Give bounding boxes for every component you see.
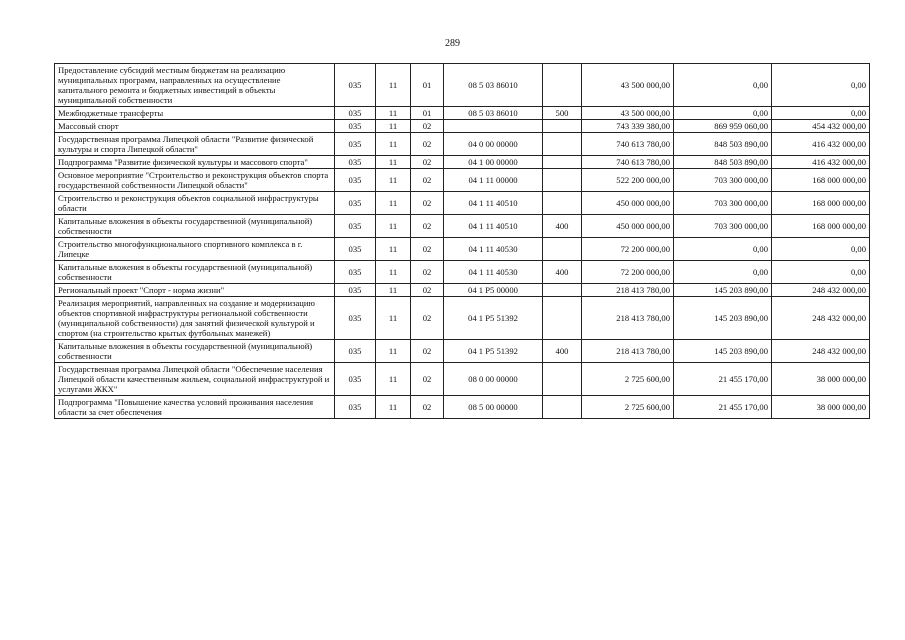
target-article-code: 04 1 11 40510 (444, 215, 543, 238)
expense-type-code: 400 (543, 215, 582, 238)
row-name: Государственная программа Липецкой области "Обеспечение населения Липецкой области качественным жильем, социальной инфраструктурой и услугами ЖКХ" (55, 363, 335, 396)
amount-year-1: 740 613 780,00 (582, 133, 674, 156)
expense-type-code: 500 (543, 107, 582, 120)
expense-type-code (543, 64, 582, 107)
row-name: Подпрограмма "Развитие физической культуры и массового спорта" (55, 156, 335, 169)
table-row (55, 284, 870, 297)
subsection-code: 02 (411, 192, 444, 215)
amount-year-3: 0,00 (772, 261, 870, 284)
target-article-code: 04 1 11 40530 (444, 238, 543, 261)
expense-type-code (543, 238, 582, 261)
admin-code: 035 (335, 261, 376, 284)
amount-year-2: 0,00 (674, 261, 772, 284)
table-row (55, 156, 870, 169)
expense-type-code: 400 (543, 340, 582, 363)
amount-year-1: 522 200 000,00 (582, 169, 674, 192)
amount-year-1: 218 413 780,00 (582, 284, 674, 297)
target-article-code (444, 120, 543, 133)
target-article-code: 08 0 00 00000 (444, 363, 543, 396)
target-article-code: 08 5 03 86010 (444, 64, 543, 107)
table-row (55, 215, 870, 238)
expense-type-code (543, 169, 582, 192)
admin-code: 035 (335, 133, 376, 156)
subsection-code: 02 (411, 169, 444, 192)
table-row (55, 133, 870, 156)
table-row (55, 297, 870, 340)
admin-code: 035 (335, 297, 376, 340)
row-name: Государственная программа Липецкой области "Развитие физической культуры и спорта Липецкой области" (55, 133, 335, 156)
amount-year-3: 0,00 (772, 107, 870, 120)
amount-year-3: 248 432 000,00 (772, 297, 870, 340)
amount-year-3: 416 432 000,00 (772, 133, 870, 156)
section-code: 11 (376, 192, 411, 215)
amount-year-1: 218 413 780,00 (582, 297, 674, 340)
target-article-code: 04 1 00 00000 (444, 156, 543, 169)
subsection-code: 02 (411, 297, 444, 340)
target-article-code: 04 1 P5 51392 (444, 297, 543, 340)
amount-year-2: 869 959 060,00 (674, 120, 772, 133)
section-code: 11 (376, 297, 411, 340)
section-code: 11 (376, 107, 411, 120)
row-name: Предоставление субсидий местным бюджетам на реализацию муниципальных программ, направленных на осуществление капитального ремонта и бюджетных инвестиций в объекты муниципальной собственности (55, 64, 335, 107)
expense-type-code (543, 156, 582, 169)
table-row (55, 64, 870, 107)
table-row (55, 192, 870, 215)
subsection-code: 02 (411, 156, 444, 169)
admin-code: 035 (335, 192, 376, 215)
amount-year-3: 454 432 000,00 (772, 120, 870, 133)
row-name: Строительство и реконструкция объектов социальной инфраструктуры области (55, 192, 335, 215)
section-code: 11 (376, 396, 411, 419)
expense-type-code (543, 192, 582, 215)
expense-type-code (543, 284, 582, 297)
target-article-code: 08 5 03 86010 (444, 107, 543, 120)
section-code: 11 (376, 261, 411, 284)
amount-year-2: 848 503 890,00 (674, 133, 772, 156)
section-code: 11 (376, 64, 411, 107)
amount-year-1: 450 000 000,00 (582, 192, 674, 215)
subsection-code: 02 (411, 284, 444, 297)
table-row (55, 363, 870, 396)
amount-year-1: 72 200 000,00 (582, 238, 674, 261)
amount-year-2: 703 300 000,00 (674, 215, 772, 238)
section-code: 11 (376, 156, 411, 169)
target-article-code: 08 5 00 00000 (444, 396, 543, 419)
amount-year-1: 2 725 600,00 (582, 363, 674, 396)
amount-year-1: 2 725 600,00 (582, 396, 674, 419)
amount-year-3: 168 000 000,00 (772, 192, 870, 215)
section-code: 11 (376, 340, 411, 363)
amount-year-3: 38 000 000,00 (772, 396, 870, 419)
row-name: Строительство многофункционального спортивного комплекса в г. Липецке (55, 238, 335, 261)
admin-code: 035 (335, 238, 376, 261)
subsection-code: 02 (411, 340, 444, 363)
table-row (55, 238, 870, 261)
table-row (55, 261, 870, 284)
admin-code: 035 (335, 215, 376, 238)
amount-year-2: 145 203 890,00 (674, 340, 772, 363)
subsection-code: 02 (411, 133, 444, 156)
subsection-code: 02 (411, 215, 444, 238)
amount-year-2: 145 203 890,00 (674, 297, 772, 340)
amount-year-2: 21 455 170,00 (674, 363, 772, 396)
row-name: Капитальные вложения в объекты государственной (муниципальной) собственности (55, 215, 335, 238)
section-code: 11 (376, 215, 411, 238)
section-code: 11 (376, 238, 411, 261)
amount-year-2: 21 455 170,00 (674, 396, 772, 419)
amount-year-3: 38 000 000,00 (772, 363, 870, 396)
amount-year-2: 703 300 000,00 (674, 169, 772, 192)
amount-year-2: 848 503 890,00 (674, 156, 772, 169)
table-body (55, 64, 870, 419)
section-code: 11 (376, 120, 411, 133)
subsection-code: 02 (411, 238, 444, 261)
expense-type-code (543, 120, 582, 133)
expense-type-code: 400 (543, 261, 582, 284)
target-article-code: 04 0 00 00000 (444, 133, 543, 156)
page-number: 289 (445, 38, 460, 49)
admin-code: 035 (335, 363, 376, 396)
amount-year-3: 248 432 000,00 (772, 284, 870, 297)
table-row (55, 340, 870, 363)
target-article-code: 04 1 11 00000 (444, 169, 543, 192)
row-name: Основное мероприятие "Строительство и реконструкция объектов спорта государственной собственности Липецкой области" (55, 169, 335, 192)
table-row (55, 120, 870, 133)
section-code: 11 (376, 363, 411, 396)
amount-year-1: 43 500 000,00 (582, 64, 674, 107)
expense-type-code (543, 363, 582, 396)
admin-code: 035 (335, 169, 376, 192)
row-name: Реализация мероприятий, направленных на создание и модернизацию объектов спортивной инфраструктуры региональной собственности (муниципальной собственности) для занятий физической культурой и спортом (на строительство крытых футбольных манежей) (55, 297, 335, 340)
admin-code: 035 (335, 340, 376, 363)
amount-year-3: 0,00 (772, 238, 870, 261)
amount-year-1: 743 339 380,00 (582, 120, 674, 133)
amount-year-2: 0,00 (674, 107, 772, 120)
admin-code: 035 (335, 64, 376, 107)
subsection-code: 01 (411, 64, 444, 107)
target-article-code: 04 1 11 40510 (444, 192, 543, 215)
section-code: 11 (376, 133, 411, 156)
budget-table (54, 63, 870, 419)
section-code: 11 (376, 284, 411, 297)
expense-type-code (543, 297, 582, 340)
admin-code: 035 (335, 284, 376, 297)
amount-year-1: 72 200 000,00 (582, 261, 674, 284)
amount-year-1: 450 000 000,00 (582, 215, 674, 238)
amount-year-1: 218 413 780,00 (582, 340, 674, 363)
admin-code: 035 (335, 396, 376, 419)
amount-year-2: 145 203 890,00 (674, 284, 772, 297)
amount-year-3: 0,00 (772, 64, 870, 107)
table-row (55, 107, 870, 120)
subsection-code: 02 (411, 120, 444, 133)
row-name: Массовый спорт (55, 120, 335, 133)
table-row (55, 396, 870, 419)
row-name: Капитальные вложения в объекты государственной (муниципальной) собственности (55, 340, 335, 363)
target-article-code: 04 1 P5 00000 (444, 284, 543, 297)
admin-code: 035 (335, 120, 376, 133)
expense-type-code (543, 133, 582, 156)
amount-year-2: 703 300 000,00 (674, 192, 772, 215)
amount-year-2: 0,00 (674, 64, 772, 107)
target-article-code: 04 1 P5 51392 (444, 340, 543, 363)
row-name: Межбюджетные трансферты (55, 107, 335, 120)
row-name: Региональный проект "Спорт - норма жизни" (55, 284, 335, 297)
row-name: Подпрограмма "Повышение качества условий проживания населения области за счет обеспечения (55, 396, 335, 419)
amount-year-1: 43 500 000,00 (582, 107, 674, 120)
admin-code: 035 (335, 156, 376, 169)
amount-year-3: 248 432 000,00 (772, 340, 870, 363)
section-code: 11 (376, 169, 411, 192)
subsection-code: 02 (411, 363, 444, 396)
subsection-code: 02 (411, 396, 444, 419)
admin-code: 035 (335, 107, 376, 120)
subsection-code: 02 (411, 261, 444, 284)
amount-year-1: 740 613 780,00 (582, 156, 674, 169)
row-name: Капитальные вложения в объекты государственной (муниципальной) собственности (55, 261, 335, 284)
amount-year-3: 168 000 000,00 (772, 215, 870, 238)
amount-year-3: 168 000 000,00 (772, 169, 870, 192)
expense-type-code (543, 396, 582, 419)
table-row (55, 169, 870, 192)
target-article-code: 04 1 11 40530 (444, 261, 543, 284)
amount-year-3: 416 432 000,00 (772, 156, 870, 169)
amount-year-2: 0,00 (674, 238, 772, 261)
subsection-code: 01 (411, 107, 444, 120)
